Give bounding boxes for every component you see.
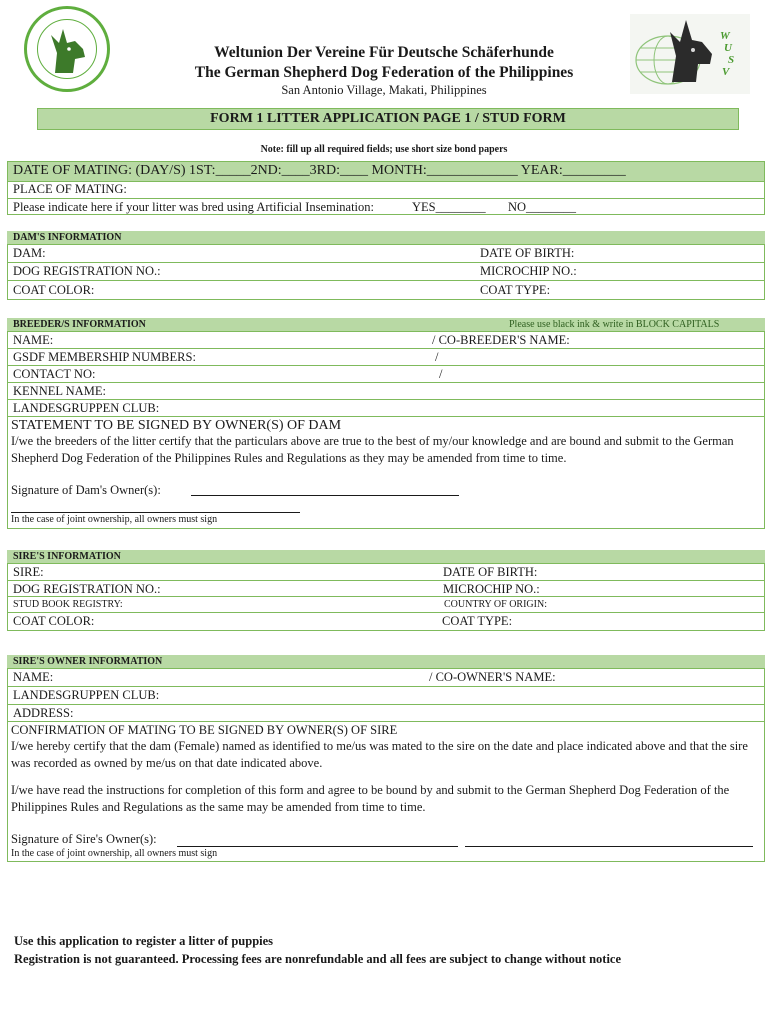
divider: [7, 686, 765, 687]
footer-register-note: Use this application to register a litter of puppies: [14, 934, 274, 948]
sire-name-field[interactable]: SIRE:: [13, 565, 44, 579]
breeder-name-field[interactable]: NAME:: [13, 333, 54, 347]
dam-name-field[interactable]: DAM:: [13, 246, 46, 260]
sire-confirmation-text: I/we hereby certify that the dam (Female) named as identified to me/us was mated to the sire on the date and place indicated above and that the sire was recorded as owned by me/us on that date indicated above.: [11, 739, 748, 770]
sire-coat-color-field[interactable]: COAT COLOR:: [13, 614, 95, 628]
sire-reg-field[interactable]: DOG REGISTRATION NO.:: [13, 582, 161, 596]
dam-coat-color-field[interactable]: COAT COLOR:: [13, 283, 95, 297]
dam-joint-ownership-note: In the case of joint ownership, all owners must sign: [11, 514, 218, 525]
sire-owner-club-field[interactable]: LANDESGRUPPEN CLUB:: [13, 688, 160, 702]
membership-slash: /: [435, 350, 439, 364]
contact-no-field[interactable]: CONTACT NO:: [13, 367, 96, 381]
sire-microchip-field[interactable]: MICROCHIP NO.:: [443, 582, 540, 596]
dam-owner-signature-line[interactable]: [191, 495, 459, 496]
divider: [7, 382, 765, 383]
form-title: FORM 1 LITTER APPLICATION PAGE 1 / STUD FORM: [37, 108, 739, 130]
divider: [7, 563, 765, 564]
membership-numbers-field[interactable]: GSDF MEMBERSHIP NUMBERS:: [13, 350, 196, 364]
dam-statement-text: I/we the breeders of the litter certify that the particulars above are true to the best of my/our knowledge and are bound and submit to the German Shepherd Dog Federation of the Philippines Rules and Regulations as they may be amended from time to time.: [11, 434, 734, 465]
divider: [7, 365, 765, 366]
sire-owner-section-header: SIRE'S OWNER INFORMATION: [13, 656, 163, 667]
org-name-english: The German Shepherd Dog Federation of the Philippines: [194, 64, 574, 81]
stud-book-field[interactable]: STUD BOOK REGISTRY:: [13, 599, 123, 610]
divider: [7, 416, 765, 417]
divider: [7, 721, 765, 722]
co-breeder-name-field[interactable]: / CO-BREEDER'S NAME:: [432, 333, 570, 347]
kennel-name-field[interactable]: KENNEL NAME:: [13, 384, 106, 398]
breeder-club-field[interactable]: LANDESGRUPPEN CLUB:: [13, 401, 160, 415]
ai-question: Please indicate here if your litter was bred using Artificial Insemination:: [13, 200, 375, 214]
dam-microchip-field[interactable]: MICROCHIP NO.:: [480, 264, 577, 278]
sire-owner-address-field[interactable]: ADDRESS:: [13, 706, 74, 720]
sire-confirmation-title: CONFIRMATION OF MATING TO BE SIGNED BY OWNER(S) OF SIRE: [11, 723, 398, 737]
divider: [7, 399, 765, 400]
note-label: Note:: [260, 144, 284, 155]
dam-second-signature-line[interactable]: [11, 512, 300, 513]
divider: [7, 580, 765, 581]
divider: [7, 331, 765, 332]
ink-instruction: Please use black ink & write in BLOCK CAPITALS: [509, 319, 720, 330]
contact-slash: /: [439, 367, 443, 381]
country-of-origin-field[interactable]: COUNTRY OF ORIGIN:: [444, 599, 547, 610]
place-of-mating-field[interactable]: PLACE OF MATING:: [13, 182, 127, 196]
wusv-letter-s: S: [728, 54, 735, 66]
sire-owner-signature-line[interactable]: [177, 846, 458, 847]
co-owner-name-field[interactable]: / CO-OWNER'S NAME:: [429, 670, 556, 684]
divider: [7, 280, 765, 281]
dam-section-header: DAM'S INFORMATION: [13, 232, 122, 243]
dam-dob-field[interactable]: DATE OF BIRTH:: [480, 246, 575, 260]
org-address: San Antonio Village, Makati, Philippines: [281, 83, 487, 97]
mating-date-field[interactable]: DATE OF MATING: (DAY/S) 1ST:_____2ND:____3RD:____ MONTH:_____________ YEAR:_________: [13, 163, 626, 178]
dam-reg-field[interactable]: DOG REGISTRATION NO.:: [13, 264, 161, 278]
footer-fees-note: Registration is not guaranteed. Processing fees are nonrefundable and all fees are subject to change without notice: [14, 952, 622, 966]
divider: [7, 612, 765, 613]
divider: [7, 198, 765, 199]
dam-owner-signature-label: Signature of Dam's Owner(s):: [11, 483, 161, 497]
org-name-german: Weltunion Der Vereine Für Deutsche Schäferhunde: [214, 44, 554, 61]
divider: [7, 348, 765, 349]
wusv-letter-w: W: [720, 30, 730, 42]
divider: [7, 596, 765, 597]
divider: [7, 244, 765, 245]
ai-no-field[interactable]: NO________: [508, 200, 577, 214]
sire-joint-ownership-note: In the case of joint ownership, all owners must sign: [11, 848, 218, 859]
note-text: fill up all required fields; use short size bond papers: [286, 144, 508, 155]
form-note: [0, 144, 768, 155]
sire-agreement-text: I/we have read the instructions for completion of this form and agree to be bound by and submit to the German Shepherd Dog Federation of the Philippines Rules and Regulations as the same may be amended from time to time.: [11, 783, 730, 814]
sire-coat-type-field[interactable]: COAT TYPE:: [442, 614, 513, 628]
breeder-section-header: BREEDER/S INFORMATION: [13, 319, 146, 330]
wusv-letter-u: U: [724, 42, 732, 54]
sire-co-owner-signature-line[interactable]: [465, 846, 753, 847]
sire-owner-signature-label: Signature of Sire's Owner(s):: [11, 832, 157, 846]
divider: [7, 668, 765, 669]
divider: [7, 704, 765, 705]
wusv-letter-v: V: [722, 66, 730, 78]
sire-dob-field[interactable]: DATE OF BIRTH:: [443, 565, 538, 579]
sire-section-header: SIRE'S INFORMATION: [13, 551, 121, 562]
divider: [7, 262, 765, 263]
ai-yes-field[interactable]: YES________: [412, 200, 486, 214]
dam-coat-type-field[interactable]: COAT TYPE:: [480, 283, 551, 297]
dam-statement-title: STATEMENT TO BE SIGNED BY OWNER(S) OF DAM: [11, 418, 342, 433]
sire-owner-name-field[interactable]: NAME:: [13, 670, 54, 684]
